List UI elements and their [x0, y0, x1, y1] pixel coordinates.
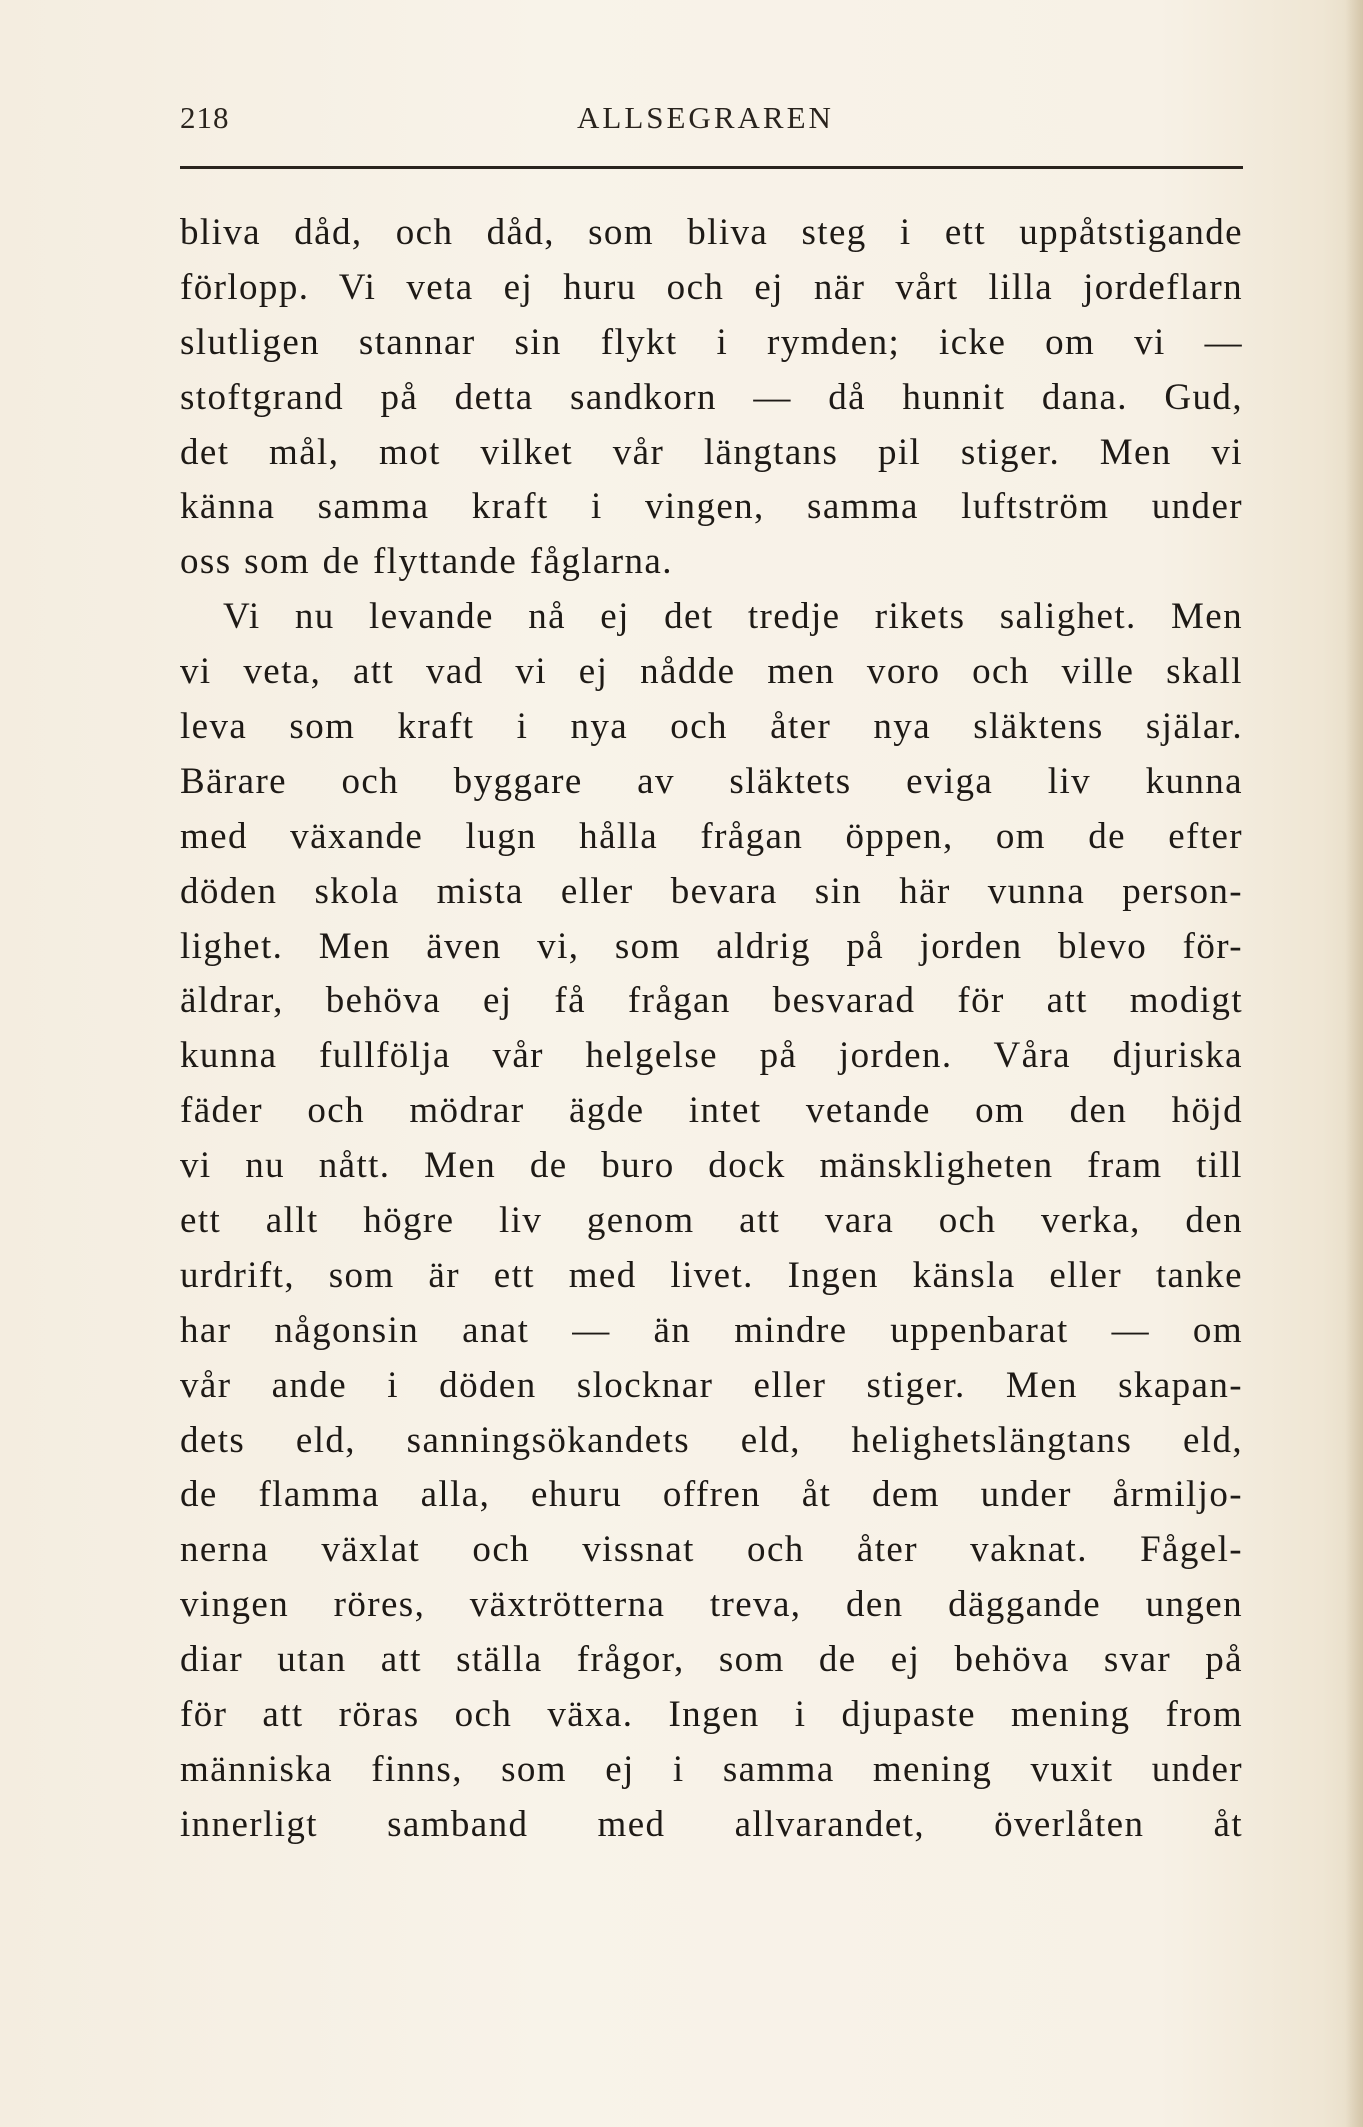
page-number: 218 — [180, 100, 230, 135]
text-line: Vi nu levande nå ej det tredje rikets salighet. Men — [223, 596, 1243, 638]
text-line: förlopp. Vi veta ej huru och ej när vårt lilla jordeflarn — [180, 266, 1243, 308]
paragraph — [180, 206, 1243, 590]
text-line: dets eld, sanningsökandets eld, helighetslängtans eld, — [180, 1419, 1243, 1461]
text-line: det mål, mot vilket vår längtans pil stiger. Men vi — [180, 431, 1243, 473]
text-line: diar utan att ställa frågor, som de ej behöva svar på — [180, 1639, 1243, 1681]
text-line: fäder och mödrar ägde intet vetande om den höjd — [180, 1090, 1243, 1132]
page-header — [180, 100, 1243, 160]
text-line: nerna växlat och vissnat och åter vaknat. Fågel- — [180, 1529, 1243, 1571]
text-line: vi nu nått. Men de buro dock mänskligheten fram till — [180, 1145, 1243, 1187]
text-line: de flamma alla, ehuru offren åt dem under årmiljo- — [180, 1474, 1243, 1516]
text-line: oss som de flyttande fåglarna. — [180, 541, 673, 583]
text-line: Bärare och byggare av släktets eviga liv kunna — [180, 760, 1243, 802]
text-line: för att röras och växa. Ingen i djupaste mening from — [180, 1694, 1243, 1736]
text-line: vår ande i döden slocknar eller stiger. Men skapan- — [180, 1364, 1243, 1406]
text-line: ett allt högre liv genom att vara och verka, den — [180, 1200, 1243, 1242]
text-line: döden skola mista eller bevara sin här vunna person- — [180, 870, 1243, 912]
text-line: vingen röres, växtrötterna treva, den däggande ungen — [180, 1584, 1243, 1626]
text-line: lighet. Men även vi, som aldrig på jorden blevo för- — [180, 925, 1243, 967]
text-line: känna samma kraft i vingen, samma luftström under — [180, 486, 1243, 528]
text-line: med växande lugn hålla frågan öppen, om de efter — [180, 815, 1243, 857]
body-text — [180, 206, 1243, 1853]
paragraph — [180, 590, 1243, 1852]
text-line: kunna fullfölja vår helgelse på jorden. Våra djuriska — [180, 1035, 1243, 1077]
text-line: stoftgrand på detta sandkorn — då hunnit dana. Gud, — [180, 376, 1243, 418]
running-head: ALLSEGRAREN — [577, 100, 834, 135]
page-edge-shadow — [1345, 0, 1363, 2127]
text-line: leva som kraft i nya och åter nya släktens själar. — [180, 706, 1243, 748]
text-line: innerligt samband med allvarandet, överlåten åt — [180, 1803, 1243, 1845]
text-line: bliva dåd, och dåd, som bliva steg i ett uppåtstigande — [180, 212, 1243, 253]
header-rule — [180, 166, 1243, 169]
text-line: människa finns, som ej i samma mening vuxit under — [180, 1748, 1243, 1790]
text-line: urdrift, som är ett med livet. Ingen känsla eller tanke — [180, 1254, 1243, 1296]
text-line: vi veta, att vad vi ej nådde men voro och ville skall — [180, 651, 1243, 693]
text-line: har någonsin anat — än mindre uppenbarat — om — [180, 1309, 1243, 1351]
text-line: äldrar, behöva ej få frågan besvarad för att modigt — [180, 980, 1243, 1022]
text-line: slutligen stannar sin flykt i rymden; icke om vi — — [180, 321, 1243, 363]
